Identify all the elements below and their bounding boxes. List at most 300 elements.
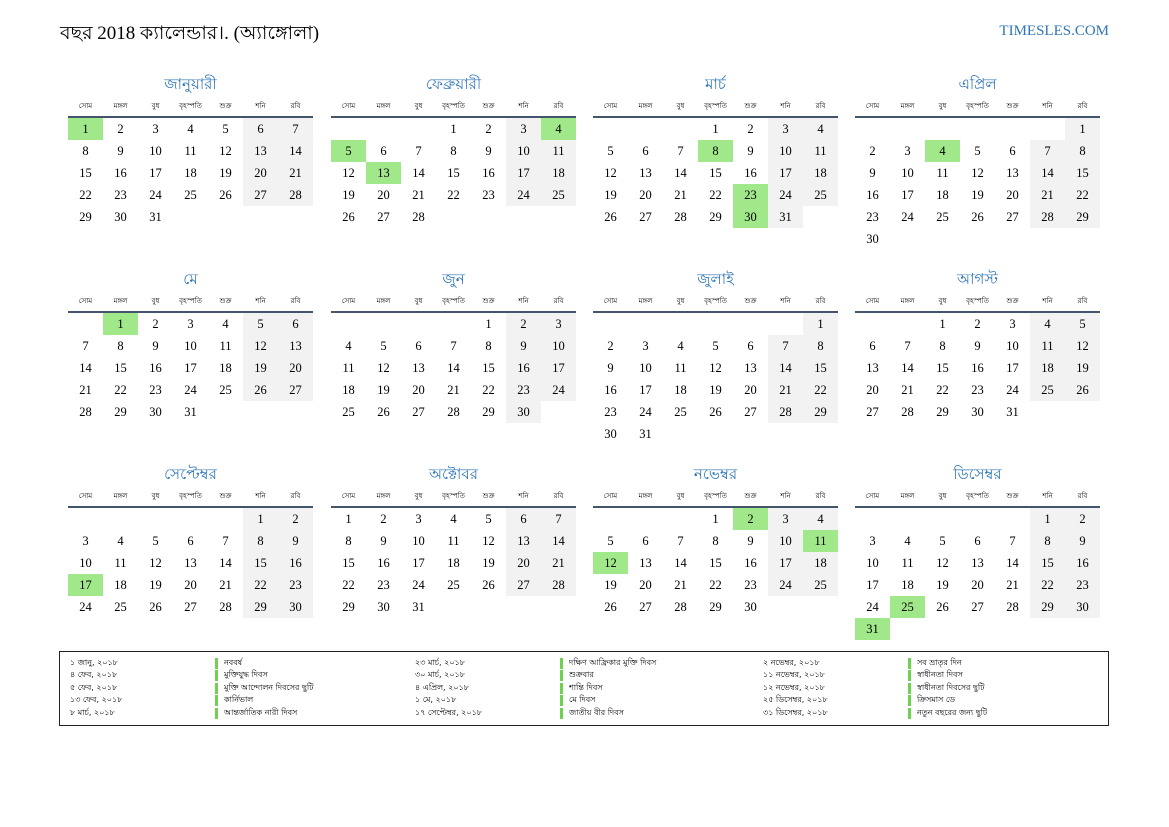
- day-cell[interactable]: 29: [1030, 596, 1065, 618]
- day-cell[interactable]: 11: [936, 166, 949, 180]
- day-cell[interactable]: 21: [1030, 184, 1065, 206]
- day-cell[interactable]: 6: [380, 144, 387, 158]
- day-cell[interactable]: 10: [768, 140, 803, 162]
- day-cell[interactable]: 13: [744, 361, 757, 375]
- day-cell[interactable]: 5: [712, 339, 719, 353]
- day-cell[interactable]: 21: [674, 188, 687, 202]
- day-cell[interactable]: 11: [219, 339, 232, 353]
- day-cell[interactable]: 22: [79, 188, 92, 202]
- day-cell[interactable]: 10: [1006, 339, 1019, 353]
- day-cell[interactable]: 18: [114, 578, 127, 592]
- day-cell[interactable]: 15: [709, 556, 722, 570]
- day-cell[interactable]: 15: [936, 361, 949, 375]
- day-cell[interactable]: 25: [447, 578, 460, 592]
- day-cell[interactable]: 6: [506, 508, 541, 530]
- day-cell[interactable]: 28: [674, 600, 687, 614]
- day-cell[interactable]: 20: [866, 383, 879, 397]
- day-cell[interactable]: 3: [642, 339, 649, 353]
- day-cell[interactable]: 20: [639, 578, 652, 592]
- day-cell[interactable]: 31: [639, 427, 652, 441]
- day-cell[interactable]: 19: [604, 578, 617, 592]
- day-cell[interactable]: 17: [506, 162, 541, 184]
- day-cell[interactable]: 29: [709, 600, 722, 614]
- day-cell[interactable]: 30: [114, 210, 127, 224]
- day-cell[interactable]: 22: [709, 188, 722, 202]
- day-cell[interactable]: 10: [901, 166, 914, 180]
- day-cell[interactable]: 18: [541, 162, 576, 184]
- day-cell[interactable]: 4: [345, 339, 352, 353]
- day-cell[interactable]: 1: [103, 313, 138, 335]
- day-cell[interactable]: 1: [243, 508, 278, 530]
- day-cell[interactable]: 12: [593, 552, 628, 574]
- day-cell[interactable]: 16: [971, 361, 984, 375]
- day-cell[interactable]: 23: [971, 383, 984, 397]
- day-cell[interactable]: 27: [506, 574, 541, 596]
- day-cell[interactable]: 15: [1030, 552, 1065, 574]
- day-cell[interactable]: 20: [184, 578, 197, 592]
- day-cell[interactable]: 20: [971, 578, 984, 592]
- day-cell[interactable]: 16: [114, 166, 127, 180]
- day-cell[interactable]: 9: [485, 144, 492, 158]
- day-cell[interactable]: 11: [541, 140, 576, 162]
- day-cell[interactable]: 20: [412, 383, 425, 397]
- day-cell[interactable]: 6: [642, 144, 649, 158]
- day-cell[interactable]: 19: [709, 383, 722, 397]
- day-cell[interactable]: 18: [1030, 357, 1065, 379]
- day-cell[interactable]: 27: [184, 600, 197, 614]
- day-cell[interactable]: 2: [380, 512, 387, 526]
- day-cell[interactable]: 24: [768, 574, 803, 596]
- day-cell[interactable]: 7: [1030, 140, 1065, 162]
- day-cell[interactable]: 13: [866, 361, 879, 375]
- day-cell[interactable]: 9: [869, 166, 876, 180]
- day-cell[interactable]: 4: [677, 339, 684, 353]
- day-cell[interactable]: 26: [342, 210, 355, 224]
- day-cell[interactable]: 26: [604, 210, 617, 224]
- day-cell[interactable]: 9: [380, 534, 387, 548]
- day-cell[interactable]: 22: [803, 379, 838, 401]
- day-cell[interactable]: 7: [222, 534, 229, 548]
- day-cell[interactable]: 17: [866, 578, 879, 592]
- day-cell[interactable]: 2: [506, 313, 541, 335]
- day-cell[interactable]: 16: [482, 166, 495, 180]
- day-cell[interactable]: 10: [639, 361, 652, 375]
- day-cell[interactable]: 25: [803, 184, 838, 206]
- day-cell[interactable]: 26: [243, 379, 278, 401]
- day-cell[interactable]: 1: [345, 512, 352, 526]
- day-cell[interactable]: 23: [149, 383, 162, 397]
- day-cell[interactable]: 3: [187, 317, 194, 331]
- day-cell[interactable]: 21: [674, 578, 687, 592]
- day-cell[interactable]: 20: [377, 188, 390, 202]
- day-cell[interactable]: 28: [674, 210, 687, 224]
- day-cell[interactable]: 4: [803, 508, 838, 530]
- day-cell[interactable]: 26: [149, 600, 162, 614]
- day-cell[interactable]: 24: [149, 188, 162, 202]
- day-cell[interactable]: 29: [342, 600, 355, 614]
- day-cell[interactable]: 11: [803, 140, 838, 162]
- day-cell[interactable]: 9: [152, 339, 159, 353]
- day-cell[interactable]: 19: [243, 357, 278, 379]
- day-cell[interactable]: 17: [768, 162, 803, 184]
- day-cell[interactable]: 18: [901, 578, 914, 592]
- day-cell[interactable]: 17: [541, 357, 576, 379]
- day-cell[interactable]: 16: [278, 552, 313, 574]
- day-cell[interactable]: 7: [541, 508, 576, 530]
- day-cell[interactable]: 15: [79, 166, 92, 180]
- day-cell[interactable]: 19: [971, 188, 984, 202]
- day-cell[interactable]: 20: [506, 552, 541, 574]
- day-cell[interactable]: 16: [866, 188, 879, 202]
- day-cell[interactable]: 1: [485, 317, 492, 331]
- day-cell[interactable]: 17: [768, 552, 803, 574]
- day-cell[interactable]: 21: [768, 379, 803, 401]
- day-cell[interactable]: 25: [674, 405, 687, 419]
- day-cell[interactable]: 13: [366, 162, 401, 184]
- day-cell[interactable]: 30: [744, 600, 757, 614]
- day-cell[interactable]: 8: [712, 534, 719, 548]
- day-cell[interactable]: 4: [222, 317, 229, 331]
- day-cell[interactable]: 23: [866, 210, 879, 224]
- day-cell[interactable]: 26: [482, 578, 495, 592]
- day-cell[interactable]: 2: [607, 339, 614, 353]
- day-cell[interactable]: 27: [1006, 210, 1019, 224]
- day-cell[interactable]: 8: [1030, 530, 1065, 552]
- day-cell[interactable]: 31: [184, 405, 197, 419]
- day-cell[interactable]: 25: [342, 405, 355, 419]
- day-cell[interactable]: 3: [869, 534, 876, 548]
- day-cell[interactable]: 22: [1030, 574, 1065, 596]
- day-cell[interactable]: 21: [278, 162, 313, 184]
- day-cell[interactable]: 1: [939, 317, 946, 331]
- day-cell[interactable]: 7: [1009, 534, 1016, 548]
- day-cell[interactable]: 4: [541, 118, 576, 140]
- day-cell[interactable]: 1: [450, 122, 457, 136]
- day-cell[interactable]: 23: [278, 574, 313, 596]
- day-cell[interactable]: 3: [1009, 317, 1016, 331]
- day-cell[interactable]: 9: [117, 144, 124, 158]
- day-cell[interactable]: 30: [149, 405, 162, 419]
- day-cell[interactable]: 13: [278, 335, 313, 357]
- day-cell[interactable]: 14: [447, 361, 460, 375]
- day-cell[interactable]: 17: [184, 361, 197, 375]
- day-cell[interactable]: 16: [744, 556, 757, 570]
- day-cell[interactable]: 24: [1006, 383, 1019, 397]
- day-cell[interactable]: 25: [184, 188, 197, 202]
- day-cell[interactable]: 1: [1065, 118, 1100, 140]
- day-cell[interactable]: 5: [485, 512, 492, 526]
- day-cell[interactable]: 6: [869, 339, 876, 353]
- day-cell[interactable]: 26: [936, 600, 949, 614]
- day-cell[interactable]: 28: [219, 600, 232, 614]
- day-cell[interactable]: 5: [974, 144, 981, 158]
- day-cell[interactable]: 12: [377, 361, 390, 375]
- day-cell[interactable]: 17: [149, 166, 162, 180]
- day-cell[interactable]: 13: [506, 530, 541, 552]
- day-cell[interactable]: 9: [607, 361, 614, 375]
- day-cell[interactable]: 18: [184, 166, 197, 180]
- day-cell[interactable]: 8: [345, 534, 352, 548]
- day-cell[interactable]: 19: [936, 578, 949, 592]
- day-cell[interactable]: 15: [709, 166, 722, 180]
- day-cell[interactable]: 15: [342, 556, 355, 570]
- day-cell[interactable]: 12: [482, 534, 495, 548]
- day-cell[interactable]: 8: [1065, 140, 1100, 162]
- day-cell[interactable]: 19: [1065, 357, 1100, 379]
- day-cell[interactable]: 11: [184, 144, 197, 158]
- day-cell[interactable]: 14: [541, 530, 576, 552]
- day-cell[interactable]: 2: [869, 144, 876, 158]
- day-cell[interactable]: 24: [901, 210, 914, 224]
- day-cell[interactable]: 15: [803, 357, 838, 379]
- day-cell[interactable]: 10: [79, 556, 92, 570]
- day-cell[interactable]: 30: [506, 401, 541, 423]
- day-cell[interactable]: 20: [278, 357, 313, 379]
- day-cell[interactable]: 15: [1065, 162, 1100, 184]
- day-cell[interactable]: 15: [447, 166, 460, 180]
- day-cell[interactable]: 3: [82, 534, 89, 548]
- day-cell[interactable]: 27: [971, 600, 984, 614]
- day-cell[interactable]: 15: [482, 361, 495, 375]
- day-cell[interactable]: 14: [219, 556, 232, 570]
- day-cell[interactable]: 27: [639, 210, 652, 224]
- day-cell[interactable]: 20: [1006, 188, 1019, 202]
- day-cell[interactable]: 4: [904, 534, 911, 548]
- day-cell[interactable]: 14: [1006, 556, 1019, 570]
- day-cell[interactable]: 6: [415, 339, 422, 353]
- day-cell[interactable]: 2: [1065, 508, 1100, 530]
- day-cell[interactable]: 26: [219, 188, 232, 202]
- day-cell[interactable]: 25: [1030, 379, 1065, 401]
- day-cell[interactable]: 29: [936, 405, 949, 419]
- day-cell[interactable]: 15: [114, 361, 127, 375]
- day-cell[interactable]: 23: [506, 379, 541, 401]
- day-cell[interactable]: 29: [1065, 206, 1100, 228]
- day-cell[interactable]: 27: [377, 210, 390, 224]
- day-cell[interactable]: 22: [114, 383, 127, 397]
- day-cell[interactable]: 12: [219, 144, 232, 158]
- day-cell[interactable]: 26: [377, 405, 390, 419]
- day-cell[interactable]: 31: [412, 600, 425, 614]
- day-cell[interactable]: 18: [936, 188, 949, 202]
- day-cell[interactable]: 19: [149, 578, 162, 592]
- day-cell[interactable]: 23: [604, 405, 617, 419]
- day-cell[interactable]: 12: [971, 166, 984, 180]
- day-cell[interactable]: 16: [506, 357, 541, 379]
- day-cell[interactable]: 19: [342, 188, 355, 202]
- day-cell[interactable]: 9: [747, 144, 754, 158]
- day-cell[interactable]: 21: [412, 188, 425, 202]
- day-cell[interactable]: 18: [447, 556, 460, 570]
- day-cell[interactable]: 31: [1006, 405, 1019, 419]
- day-cell[interactable]: 19: [219, 166, 232, 180]
- day-cell[interactable]: 14: [412, 166, 425, 180]
- day-cell[interactable]: 8: [485, 339, 492, 353]
- day-cell[interactable]: 8: [243, 530, 278, 552]
- day-cell[interactable]: 4: [187, 122, 194, 136]
- day-cell[interactable]: 24: [506, 184, 541, 206]
- day-cell[interactable]: 21: [79, 383, 92, 397]
- day-cell[interactable]: 5: [607, 534, 614, 548]
- day-cell[interactable]: 31: [768, 206, 803, 228]
- day-cell[interactable]: 13: [243, 140, 278, 162]
- day-cell[interactable]: 16: [1065, 552, 1100, 574]
- day-cell[interactable]: 2: [747, 122, 754, 136]
- day-cell[interactable]: 10: [149, 144, 162, 158]
- day-cell[interactable]: 28: [1030, 206, 1065, 228]
- day-cell[interactable]: 3: [904, 144, 911, 158]
- day-cell[interactable]: 27: [412, 405, 425, 419]
- day-cell[interactable]: 14: [901, 361, 914, 375]
- day-cell[interactable]: 15: [243, 552, 278, 574]
- day-cell[interactable]: 12: [1065, 335, 1100, 357]
- day-cell[interactable]: 10: [412, 534, 425, 548]
- day-cell[interactable]: 8: [117, 339, 124, 353]
- day-cell[interactable]: 1: [803, 313, 838, 335]
- day-cell[interactable]: 4: [803, 118, 838, 140]
- day-cell[interactable]: 11: [447, 534, 460, 548]
- day-cell[interactable]: 6: [747, 339, 754, 353]
- day-cell[interactable]: 5: [152, 534, 159, 548]
- day-cell[interactable]: 28: [278, 184, 313, 206]
- day-cell[interactable]: 24: [866, 600, 879, 614]
- day-cell[interactable]: 23: [114, 188, 127, 202]
- day-cell[interactable]: 25: [890, 596, 925, 618]
- day-cell[interactable]: 11: [1030, 335, 1065, 357]
- day-cell[interactable]: 12: [149, 556, 162, 570]
- day-cell[interactable]: 1: [68, 118, 103, 140]
- day-cell[interactable]: 7: [450, 339, 457, 353]
- site-link[interactable]: TIMESLES.COM: [999, 23, 1109, 39]
- day-cell[interactable]: 20: [744, 383, 757, 397]
- day-cell[interactable]: 28: [901, 405, 914, 419]
- day-cell[interactable]: 21: [447, 383, 460, 397]
- day-cell[interactable]: 12: [604, 166, 617, 180]
- day-cell[interactable]: 18: [803, 162, 838, 184]
- day-cell[interactable]: 7: [904, 339, 911, 353]
- day-cell[interactable]: 19: [482, 556, 495, 570]
- day-cell[interactable]: 2: [117, 122, 124, 136]
- day-cell[interactable]: 31: [855, 618, 890, 640]
- day-cell[interactable]: 28: [1006, 600, 1019, 614]
- day-cell[interactable]: 25: [803, 574, 838, 596]
- day-cell[interactable]: 11: [342, 361, 355, 375]
- day-cell[interactable]: 7: [278, 118, 313, 140]
- day-cell[interactable]: 21: [901, 383, 914, 397]
- day-cell[interactable]: 30: [278, 596, 313, 618]
- day-cell[interactable]: 22: [936, 383, 949, 397]
- day-cell[interactable]: 9: [506, 335, 541, 357]
- day-cell[interactable]: 16: [604, 383, 617, 397]
- day-cell[interactable]: 10: [768, 530, 803, 552]
- day-cell[interactable]: 23: [733, 184, 768, 206]
- day-cell[interactable]: 2: [278, 508, 313, 530]
- day-cell[interactable]: 23: [377, 578, 390, 592]
- day-cell[interactable]: 20: [243, 162, 278, 184]
- day-cell[interactable]: 17: [639, 383, 652, 397]
- day-cell[interactable]: 30: [377, 600, 390, 614]
- day-cell[interactable]: 13: [1006, 166, 1019, 180]
- day-cell[interactable]: 17: [412, 556, 425, 570]
- day-cell[interactable]: 25: [219, 383, 232, 397]
- day-cell[interactable]: 22: [243, 574, 278, 596]
- day-cell[interactable]: 22: [447, 188, 460, 202]
- day-cell[interactable]: 29: [803, 401, 838, 423]
- day-cell[interactable]: 2: [485, 122, 492, 136]
- day-cell[interactable]: 14: [278, 140, 313, 162]
- day-cell[interactable]: 25: [936, 210, 949, 224]
- day-cell[interactable]: 30: [1065, 596, 1100, 618]
- day-cell[interactable]: 6: [642, 534, 649, 548]
- day-cell[interactable]: 3: [152, 122, 159, 136]
- day-cell[interactable]: 13: [639, 556, 652, 570]
- day-cell[interactable]: 29: [114, 405, 127, 419]
- day-cell[interactable]: 5: [243, 313, 278, 335]
- day-cell[interactable]: 17: [68, 574, 103, 596]
- day-cell[interactable]: 6: [243, 118, 278, 140]
- day-cell[interactable]: 14: [674, 556, 687, 570]
- day-cell[interactable]: 10: [541, 335, 576, 357]
- day-cell[interactable]: 21: [219, 578, 232, 592]
- day-cell[interactable]: 5: [607, 144, 614, 158]
- day-cell[interactable]: 8: [803, 335, 838, 357]
- day-cell[interactable]: 6: [974, 534, 981, 548]
- day-cell[interactable]: 8: [450, 144, 457, 158]
- day-cell[interactable]: 19: [377, 383, 390, 397]
- day-cell[interactable]: 30: [866, 232, 879, 246]
- day-cell[interactable]: 16: [377, 556, 390, 570]
- day-cell[interactable]: 8: [82, 144, 89, 158]
- day-cell[interactable]: 12: [936, 556, 949, 570]
- day-cell[interactable]: 27: [278, 379, 313, 401]
- day-cell[interactable]: 7: [415, 144, 422, 158]
- day-cell[interactable]: 27: [639, 600, 652, 614]
- day-cell[interactable]: 22: [709, 578, 722, 592]
- day-cell[interactable]: 9: [974, 339, 981, 353]
- day-cell[interactable]: 28: [79, 405, 92, 419]
- day-cell[interactable]: 2: [974, 317, 981, 331]
- day-cell[interactable]: 26: [709, 405, 722, 419]
- day-cell[interactable]: 2: [733, 508, 768, 530]
- day-cell[interactable]: 31: [149, 210, 162, 224]
- day-cell[interactable]: 18: [674, 383, 687, 397]
- day-cell[interactable]: 12: [243, 335, 278, 357]
- day-cell[interactable]: 10: [506, 140, 541, 162]
- day-cell[interactable]: 22: [482, 383, 495, 397]
- day-cell[interactable]: 11: [114, 556, 127, 570]
- day-cell[interactable]: 1: [712, 122, 719, 136]
- day-cell[interactable]: 24: [639, 405, 652, 419]
- day-cell[interactable]: 23: [1065, 574, 1100, 596]
- day-cell[interactable]: 3: [506, 118, 541, 140]
- day-cell[interactable]: 7: [677, 534, 684, 548]
- day-cell[interactable]: 10: [184, 339, 197, 353]
- day-cell[interactable]: 14: [674, 166, 687, 180]
- day-cell[interactable]: 1: [1030, 508, 1065, 530]
- day-cell[interactable]: 30: [604, 427, 617, 441]
- day-cell[interactable]: 23: [482, 188, 495, 202]
- day-cell[interactable]: 14: [79, 361, 92, 375]
- day-cell[interactable]: 30: [971, 405, 984, 419]
- day-cell[interactable]: 9: [747, 534, 754, 548]
- day-cell[interactable]: 12: [709, 361, 722, 375]
- day-cell[interactable]: 29: [79, 210, 92, 224]
- day-cell[interactable]: 29: [243, 596, 278, 618]
- day-cell[interactable]: 17: [1006, 361, 1019, 375]
- day-cell[interactable]: 4: [1030, 313, 1065, 335]
- day-cell[interactable]: 21: [1006, 578, 1019, 592]
- day-cell[interactable]: 7: [82, 339, 89, 353]
